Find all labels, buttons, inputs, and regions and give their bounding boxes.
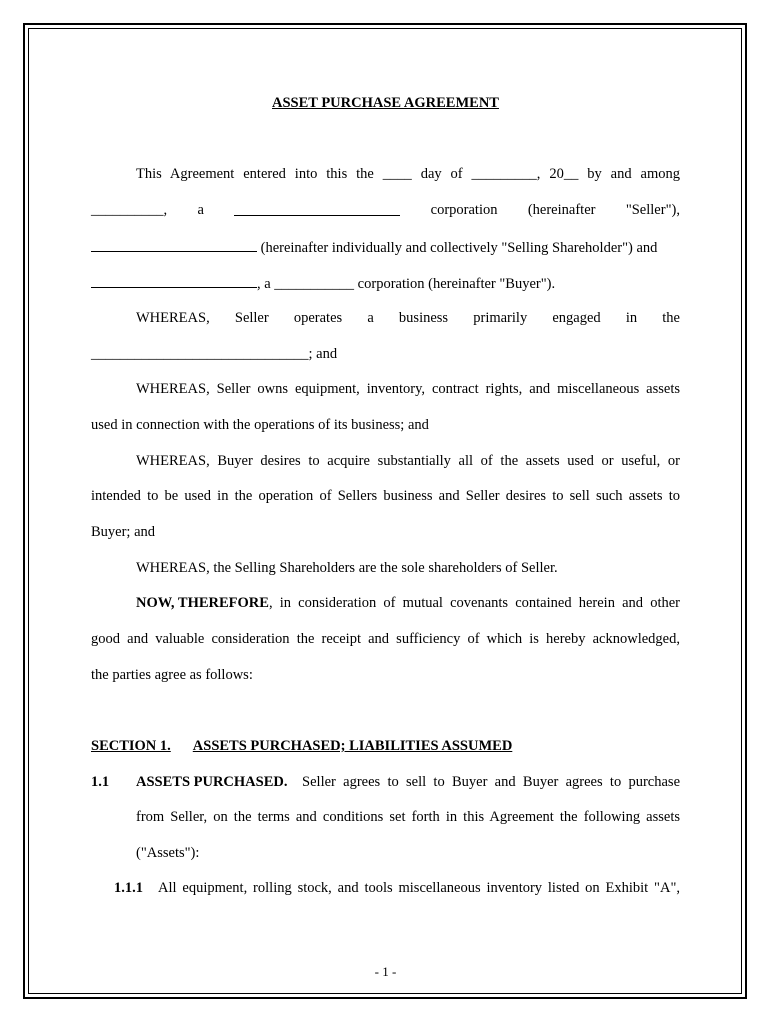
intro-hereinafter: (hereinafter [527,202,596,218]
whereas-3-line-2: intended to be used in the operation of Sellers business and Seller desires to sell such assets to [91,488,680,504]
whereas-3-line-3: Buyer; and [91,524,156,540]
clause-1-1-rest: Seller agrees to sell to Buyer and Buyer agrees to purchase [287,774,680,790]
intro-blank-state: __________, [91,202,168,218]
word: a [367,310,374,326]
intro-line-2 [91,202,680,219]
word: Seller [234,310,269,326]
now-therefore-rest: , in consideration of mutual covenants contained herein and other [268,595,680,611]
clause-1-1-1-number: 1.1.1 [114,880,143,896]
intro-seller-label: "Seller"), [625,202,680,218]
intro-line-3-text: (hereinafter individually and collectively "Selling Shareholder") and [257,240,658,256]
intro-line-3 [91,238,657,257]
clause-1-1-number: 1.1 [91,774,110,790]
section-1-number: SECTION 1. [91,738,171,754]
whereas-1-line-2: ______________________________; and [91,346,338,362]
now-therefore-line-3: the parties agree as follows: [91,667,253,683]
now-therefore-line-1 [136,595,680,612]
clause-1-1-heading: ASSETS PURCHASED. [136,774,288,790]
now-therefore-bold: NOW, THEREFORE [136,595,269,611]
document-title: ASSET PURCHASE AGREEMENT [272,95,499,111]
whereas-1-line-1 [136,310,680,327]
word: engaged [552,310,601,326]
whereas-3-line-1: WHEREAS, Buyer desires to acquire substantially all of the assets used or useful, or [136,453,680,469]
clause-1-1-line-3: ("Assets"): [136,845,200,861]
intro-article: a [197,202,204,218]
clause-1-1-line-2: from Seller, on the terms and conditions set forth in this Agreement the following assets [136,809,680,825]
word: the [662,310,680,326]
page-number: - 1 - [374,964,397,979]
section-1-heading [91,738,512,755]
now-therefore-line-2: good and valuable consideration the receipt and sufficiency of which is hereby acknowledged, [91,631,680,647]
buyer-name-blank [91,274,257,288]
intro-line-4-text: , a ___________ corporation (hereinafter "Buyer"). [257,276,556,292]
word: WHEREAS, [136,310,210,326]
intro-line-1: This Agreement entered into this the ____ day of _________, 20__ by and among [136,166,680,182]
word: business [398,310,449,326]
selling-shareholder-blank [91,238,257,252]
whereas-2-line-2: used in connection with the operations of its business; and [91,417,429,433]
seller-name-blank [234,202,400,216]
whereas-2-line-1: WHEREAS, Seller owns equipment, inventory, contract rights, and miscellaneous assets [136,381,680,397]
intro-line-4 [91,274,555,293]
section-1-title: ASSETS PURCHASED; LIABILITIES ASSUMED [192,738,513,754]
whereas-4-line-1: WHEREAS, the Selling Shareholders are the sole shareholders of Seller. [136,560,558,576]
clause-1-1-line-1 [136,774,680,791]
clause-1-1-1-text: All equipment, rolling stock, and tools miscellaneous inventory listed on Exhibit "A", [158,880,680,896]
word: primarily [473,310,528,326]
word: operates [293,310,343,326]
word: in [625,310,638,326]
intro-corporation: corporation [430,202,498,218]
